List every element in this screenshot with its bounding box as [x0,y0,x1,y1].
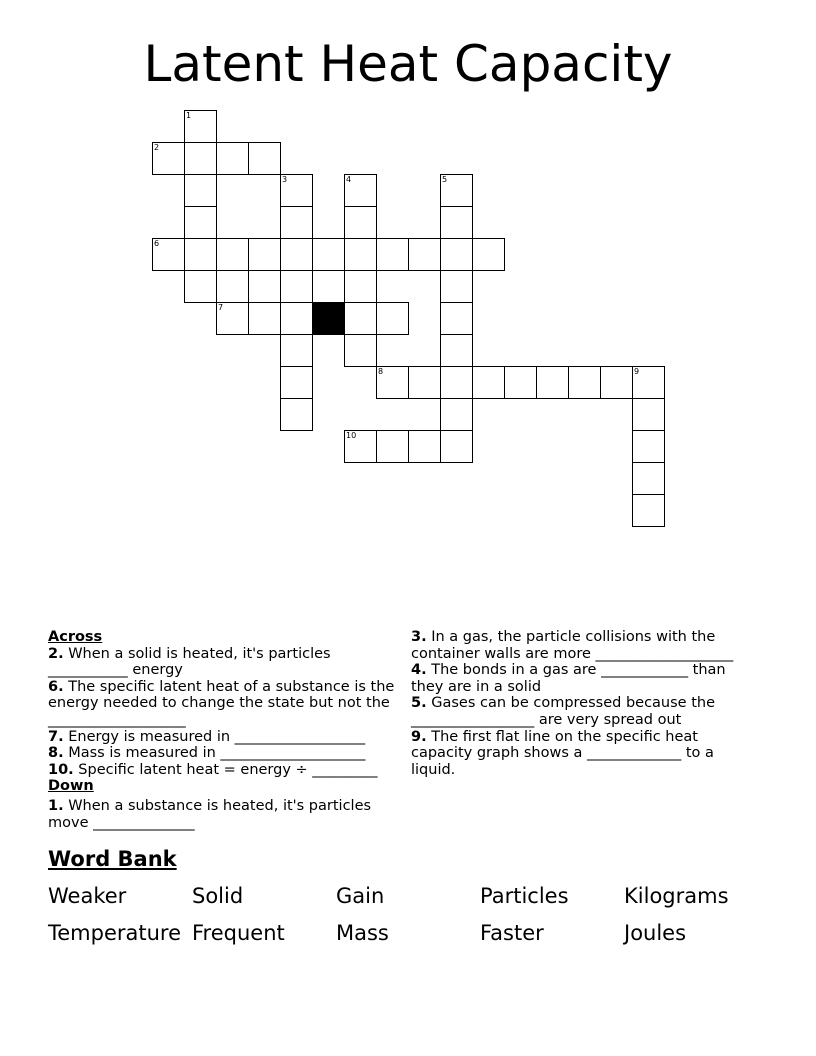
crossword-cell[interactable] [344,206,377,239]
crossword-cell[interactable] [440,270,473,303]
puzzle-title: Latent Heat Capacity [143,35,673,93]
crossword-cell[interactable] [344,430,377,463]
crossword-cell[interactable] [280,398,313,431]
clue-number: 7 [218,303,224,312]
down-clue-3: 3. In a gas, the particle collisions with the container walls are more ___________________ [411,629,734,662]
across-clue-6: 6. The specific latent heat of a substance is the energy needed to change the state but not the ___________________ [48,678,395,728]
crossword-cell[interactable] [280,334,313,367]
crossword-cell[interactable] [440,334,473,367]
crossword-cell[interactable] [280,238,313,271]
crossword-cell[interactable] [184,206,217,239]
clue-number: 3 [282,175,288,184]
across-clue-7: 7. Energy is measured in __________________ [48,728,366,745]
down-clue-1: 1. When a substance is heated, it's particles move ______________ [48,797,372,831]
word-bank-item: Weaker [48,884,127,908]
crossword-cell[interactable] [344,334,377,367]
across-clue-10: 10. Specific latent heat = energy ÷ _________ [48,761,378,778]
crossword-cell[interactable] [184,110,217,143]
crossword-cell[interactable] [280,270,313,303]
crossword-cell[interactable] [632,366,665,399]
crossword-cell[interactable] [216,142,249,175]
crossword-cell[interactable] [376,302,409,335]
crossword-cell[interactable] [184,270,217,303]
crossword-cell[interactable] [248,270,281,303]
crossword-cell[interactable] [536,366,569,399]
crossword-cell[interactable] [248,142,281,175]
word-bank-item: Gain [336,884,385,908]
crossword-cell[interactable] [312,270,345,303]
crossword-cell[interactable] [152,238,185,271]
crossword-cell[interactable] [440,430,473,463]
crossword-cell[interactable] [344,238,377,271]
crossword-cell[interactable] [632,430,665,463]
crossword-cell[interactable] [280,206,313,239]
clue-number: 4 [346,175,352,184]
down-heading: Down [48,778,94,795]
crossword-cell[interactable] [408,238,441,271]
crossword-cell[interactable] [440,238,473,271]
crossword-cell[interactable] [600,366,633,399]
crossword-cell[interactable] [184,174,217,207]
across-heading: Across [48,629,103,645]
word-bank-item: Frequent [192,921,285,945]
crossword-cell[interactable] [280,366,313,399]
crossword-cell[interactable] [440,398,473,431]
word-bank-title: Word Bank [48,847,177,871]
crossword-cell[interactable] [376,430,409,463]
word-bank-item: Kilograms [624,884,729,908]
clue-number: 6 [154,239,160,248]
crossword-cell[interactable] [632,398,665,431]
crossword-cell[interactable] [632,494,665,527]
clues-right-column [411,629,756,778]
clue-number: 10 [346,431,357,440]
crossword-cell[interactable] [216,238,249,271]
clue-number: 2 [154,143,160,152]
crossword-cell[interactable] [152,142,185,175]
across-clue-2: 2. When a solid is heated, it's particles ___________ energy [48,645,331,679]
crossword-cell[interactable] [632,462,665,495]
crossword-cell[interactable] [216,302,249,335]
crossword-cell[interactable] [344,174,377,207]
crossword-cell[interactable] [472,366,505,399]
crossword-cell[interactable] [376,238,409,271]
crossword-cell[interactable] [344,302,377,335]
crossword-cell[interactable] [504,366,537,399]
clues-left-column [48,629,396,831]
crossword-cell[interactable] [440,366,473,399]
word-bank-item: Solid [192,884,244,908]
crossword-cell[interactable] [280,302,313,335]
crossword-cell[interactable] [312,238,345,271]
across-clue-8: 8. Mass is measured in ____________________ [48,745,366,762]
clue-number: 5 [442,175,448,184]
down-clue-4: 4. The bonds in a gas are ____________ than they are in a solid [411,662,726,695]
crossword-block [312,302,345,335]
word-bank-item: Mass [336,921,389,945]
crossword-cell[interactable] [408,366,441,399]
clue-number: 8 [378,367,384,376]
crossword-cell[interactable] [344,270,377,303]
crossword-cell[interactable] [568,366,601,399]
clue-number: 9 [634,367,640,376]
crossword-cell[interactable] [472,238,505,271]
crossword-cell[interactable] [376,366,409,399]
clue-number: 1 [186,111,192,120]
crossword-cell[interactable] [184,238,217,271]
crossword-cell[interactable] [408,430,441,463]
word-bank-item: Faster [480,921,544,945]
crossword-cell[interactable] [280,174,313,207]
crossword-cell[interactable] [440,174,473,207]
word-bank-item: Temperature [48,921,182,945]
crossword-cell[interactable] [248,238,281,271]
crossword-cell[interactable] [248,302,281,335]
down-clue-5: 5. Gases can be compressed because the _________________ are very spread out [411,695,716,728]
down-clue-9: 9. The first flat line on the specific heat capacity graph shows a _____________ to a liquid. [411,728,714,778]
crossword-cell[interactable] [184,142,217,175]
crossword-cell[interactable] [440,302,473,335]
word-bank-item: Particles [480,884,569,908]
crossword-cell[interactable] [216,270,249,303]
word-bank-item: Joules [624,921,687,945]
crossword-cell[interactable] [440,206,473,239]
